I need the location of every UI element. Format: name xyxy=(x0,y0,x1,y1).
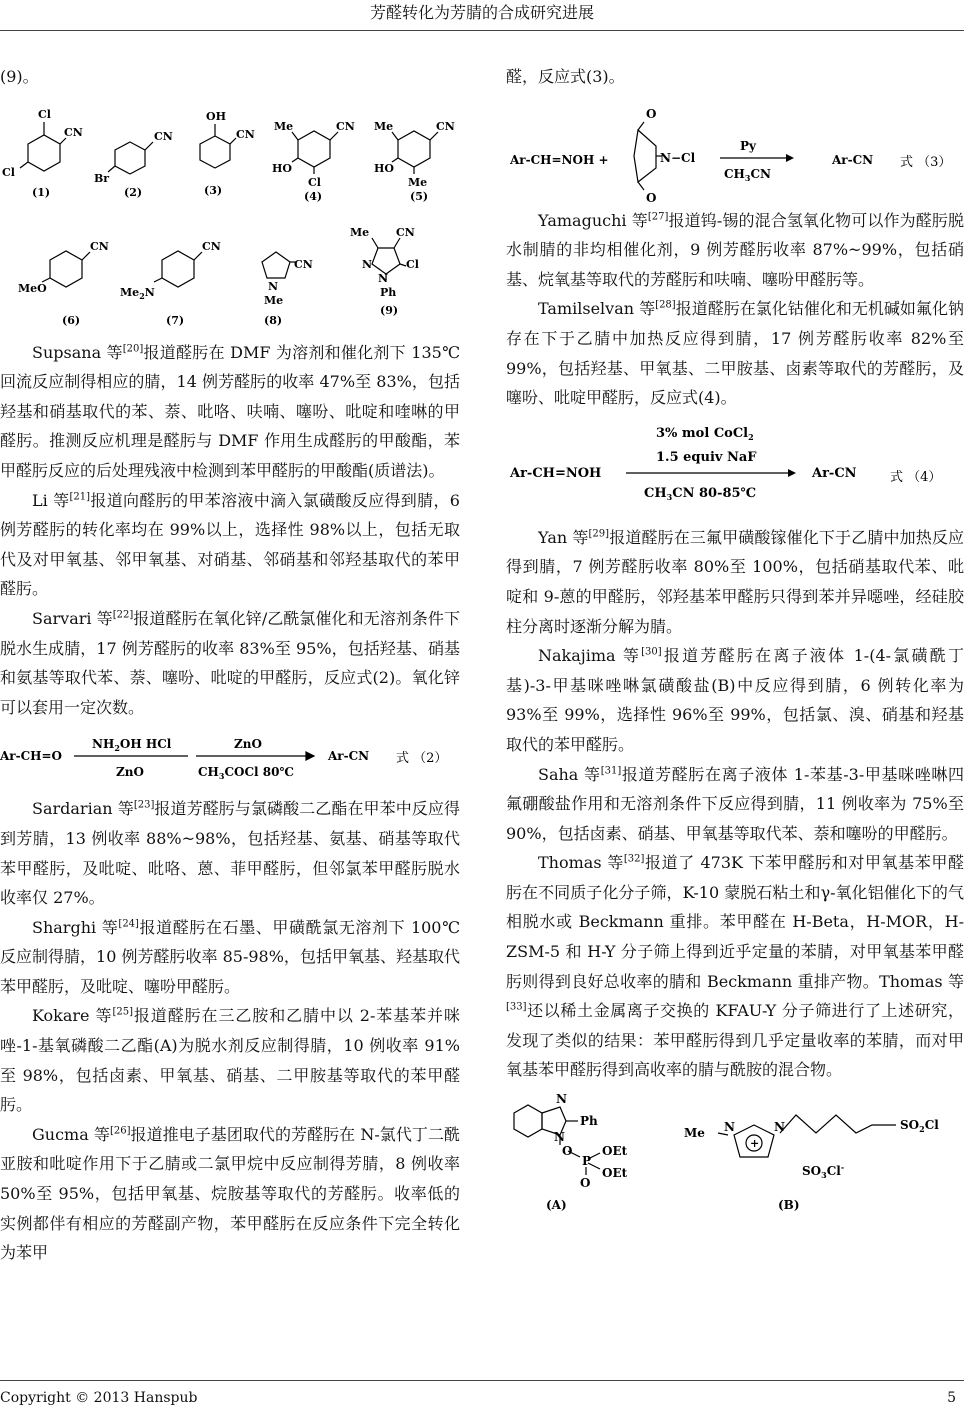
paragraph-thomas: Thomas 等[32]报道了 473K 下苯甲醛肟和对甲氧基苯甲醛肟在不同质子化分子筛，K-10 蒙脱石粘土和γ-氧化铝催化下的气相脱水或 Beckmann 重排。苯甲醛在 H-Beta，H-MOR，H-ZSM-5 和 H-Y 分子筛上得到近乎定量的苯腈，对甲氧基苯甲醛肟则得到良好总收率的腈和 Beckmann 重排产物。Thomas 等[33]还以稀土金属离子交换的 KFAU-Y 分子筛进行了上述研究，发现了类似的结果：苯甲醛肟得到几乎定量收率的苯腈，而对甲氧基苯甲醛肟得到高收率的腈与酰胺的混合物。 xyxy=(506,853,964,1080)
eq3-oxo-bottom: O xyxy=(646,190,657,205)
paragraph-saha: Saha 等[31]报道芳醛肟在离子液体 1-苯基-3-甲基咪唑啉四氟硼酸盐作用和无溶剂条件下反应得到腈，11 例收率为 75%至 90%，包括卤素、硝基、甲氧基等取代苯、萘和噻吩的甲醛肟。 xyxy=(506,764,964,843)
eq2-reagent-bot2: $CH_3COCl$ 80℃ xyxy=(198,765,294,782)
struct-a-ph: Ph xyxy=(580,1114,598,1129)
c4-sub-cl: Cl xyxy=(308,175,321,189)
paragraph-sardarian: Sardarian 等[23]报道芳醛肟与氯磷酸二乙酯在甲苯中反应得到芳腈，13 例收率 88%~98%，包括羟基、氨基、硝基等取代苯甲醛肟，及吡啶、吡咯、蒽、菲甲醛肟，但邻氯苯甲醛肟脱水收率仅 27%。 xyxy=(0,799,460,908)
c9-sub-n1: N xyxy=(362,257,373,271)
struct-a-label: (A) xyxy=(546,1198,567,1213)
equation-3 xyxy=(506,92,964,206)
eq3-oxo-top: O xyxy=(646,106,657,121)
c8-sub-n: N xyxy=(268,279,279,293)
eq3-reagent-top: Py xyxy=(740,138,756,153)
c8-sub-cn: CN xyxy=(294,257,313,271)
eq4-product: Ar-CN xyxy=(812,465,857,481)
struct-b-plus: + xyxy=(750,1137,760,1151)
eq2-reagent-top2: ZnO xyxy=(234,737,262,752)
paragraph-nakajima: Nakajima 等[30]报道芳醛肟在离子液体 1-(4-氯磺酰丁基)-3-甲基咪唑啉氯磺酸盐(B)中反应得到腈，6 例转化率为 93%至 99%，选择性 96%至 99%，包括氯、溴、硝基和羟基取代的苯甲醛肟。 xyxy=(506,646,964,754)
c3-label: (3) xyxy=(204,183,223,197)
c3-sub-cn: CN xyxy=(236,127,255,141)
running-header-title: 芳醛转化为芳腈的合成研究进展 xyxy=(369,3,594,22)
struct-b-n1: N xyxy=(724,1120,735,1135)
equation-4-svg xyxy=(506,413,964,523)
paragraph-yamaguchi: Yamaguchi 等[27]报道钨-锡的混合氢氧化物可以作为醛肟脱水制腈的非均相催化剂，9 例芳醛肟收率 87%~99%，包括硝基、烷氧基等取代的芳醛肟和呋喃、噻吩甲醛肟等。 xyxy=(506,210,964,289)
figure-structures-ab xyxy=(506,1085,964,1215)
c9-label: (9) xyxy=(380,303,399,317)
c8-sub-me: Me xyxy=(264,293,284,307)
figure-compounds-6-9 xyxy=(0,210,460,338)
c9-sub-n2: N xyxy=(378,271,389,285)
eq2-reagent-bot1: ZnO xyxy=(116,765,144,780)
eq3-ncl: N−Cl xyxy=(660,150,696,165)
right-column xyxy=(506,62,964,1215)
c9-sub-cl: Cl xyxy=(406,257,419,271)
paragraph-yan: Yan 等[29]报道醛肟在三氟甲磺酸镓催化下于乙腈中加热反应得到腈，7 例芳醛肟收率 80%至 100%，包括硝基取代苯、吡啶和 9-蒽的甲醛肟，邻羟基苯甲醛肟只得到苯并异噁唑，经硅胶柱分离时逐渐分解为腈。 xyxy=(506,527,964,636)
c6-label: (6) xyxy=(62,313,81,327)
c4-sub-cn: CN xyxy=(336,119,355,133)
right-continuation: 醛，反应式(3)。 xyxy=(506,67,625,86)
c6-sub-cn: CN xyxy=(90,239,109,253)
struct-a-p: P xyxy=(582,1154,592,1169)
c4-sub-me: Me xyxy=(274,119,294,133)
eq3-product: Ar-CN xyxy=(832,152,874,167)
c1-sub-cn: CN xyxy=(64,125,83,139)
eq4-reagent-top2: 1.5 equiv NaF xyxy=(656,449,757,465)
c9-sub-cn: CN xyxy=(396,225,415,239)
c9-sub-ph: Ph xyxy=(380,285,397,299)
c5-sub-me2: Me xyxy=(408,175,428,189)
eq2-product: Ar-CN xyxy=(328,749,370,764)
c5-sub-me: Me xyxy=(374,119,394,133)
paragraph-tamilselvan: Tamilselvan 等[28]报道醛肟在氯化钴催化和无机碱如氟化钠存在下于乙腈中加热反应得到腈，17 例芳醛肟收率 82%至 99%，包括羟基、甲氧基、二甲胺基、卤素等取代的芳醛肟，及噻吩、吡啶甲醛肟，反应式(4)。 xyxy=(506,299,964,408)
equation-2 xyxy=(0,722,460,794)
eq3-label: 式 （3） xyxy=(900,154,952,170)
compounds-1-5-svg xyxy=(0,92,460,210)
c7-sub-cn: CN xyxy=(202,239,221,253)
eq2-reagent-top1: $NH_2OH$ HCl xyxy=(92,737,172,754)
c8-label: (8) xyxy=(264,313,283,327)
structures-ab-svg xyxy=(506,1085,964,1215)
eq4-label: 式 （4） xyxy=(890,469,942,485)
header-rule xyxy=(0,30,964,31)
c2-sub-br: Br xyxy=(94,171,110,185)
paragraph-li: Li 等[21]报道向醛肟的甲苯溶液中滴入氯磺酸反应得到腈，6 例芳醛肟的转化率均在 99%以上，选择性 98%以上，包括无取代及对甲氧基、邻甲氧基、对硝基、邻硝基和邻羟基取代的苯甲醛肟。 xyxy=(0,490,460,599)
footer-copyright: Copyright © 2013 Hanspub xyxy=(0,1390,198,1406)
eq4-reactant: Ar-CH=NOH xyxy=(510,465,602,481)
c1-sub-cl2: Cl xyxy=(2,165,15,179)
c2-sub-cn: CN xyxy=(154,129,173,143)
c1-label: (1) xyxy=(32,185,51,199)
c2-label: (2) xyxy=(124,185,143,199)
eq2-reactant: Ar-CH=O xyxy=(0,749,63,764)
left-column xyxy=(0,62,460,1268)
c4-sub-ho: HO xyxy=(272,161,292,175)
struct-b-so3cl: $SO_3Cl^-$ xyxy=(802,1162,845,1181)
paragraph-sarvari: Sarvari 等[22]报道醛肟在氧化锌/乙酰氯催化和无溶剂条件下脱水生成腈，17 例芳醛肟的收率 83%至 95%，包括羟基、硝基和氨基等取代苯、萘、噻吩、吡啶的甲醛肟，反应式(2)。氧化锌可以套用一定次数。 xyxy=(0,608,460,717)
struct-b-label: (B) xyxy=(778,1198,800,1213)
paragraph-kokare: Kokare 等[25]报道醛肟在三乙胺和乙腈中以 2-苯基苯并咪唑-1-基氧磷酸二乙酯(A)为脱水剂反应制得腈，10 例收率 91%至 98%，包括卤素、甲氧基、硝基、二甲胺基等取代的苯甲醛肟。 xyxy=(0,1006,460,1115)
eq3-reactant: Ar-CH=NOH + xyxy=(510,152,609,167)
eq4-reagent-top1: 3% mol CoCl$_2$ xyxy=(656,425,754,442)
figure-compounds-1-5 xyxy=(0,92,460,210)
struct-b-so2cl: $SO_2Cl$ xyxy=(900,1118,939,1135)
struct-a-o1: O xyxy=(562,1144,573,1159)
struct-a-n2: N xyxy=(554,1130,565,1145)
paragraph-supsana: Supsana 等[20]报道醛肟在 DMF 为溶剂和催化剂下 135℃回流反应制得相应的腈，14 例芳醛肟的收率 47%至 83%，包括羟基和硝基取代的苯、萘、吡咯、呋喃、噻吩、吡啶和喹啉的甲醛肟。推测反应机理是醛肟与 DMF 作用生成醛肟的甲酸酯，苯甲醛肟反应的后处理残液中检测到苯甲醛肟的甲酸酯(质谱法)。 xyxy=(0,342,460,480)
eq2-label: 式 （2） xyxy=(396,751,448,767)
eq4-reagent-bottom: $CH_3CN$ 80-85℃ xyxy=(644,485,757,502)
struct-b-n2: N xyxy=(774,1120,785,1135)
left-continuation: (9)。 xyxy=(0,67,39,86)
equation-2-svg xyxy=(0,722,460,794)
running-header xyxy=(0,0,964,26)
equation-4 xyxy=(506,413,964,523)
equation-3-svg xyxy=(506,92,964,206)
c7-sub-me2n: $Me_2N$ xyxy=(120,285,155,301)
paragraph-gucma: Gucma 等[26]报道推电子基团取代的芳醛肟在 N-氯代丁二酰亚胺和吡啶作用下于乙腈或二氯甲烷中反应制得芳腈，8 例收率 50%至 95%，包括甲氧基、烷胺基等取代的芳醛肟。收率低的实例都伴有相应的芳醛副产物，苯甲醛肟在反应条件下完全转化为苯甲 xyxy=(0,1124,460,1263)
struct-a-oet1: OEt xyxy=(602,1144,628,1159)
struct-a-n1: N xyxy=(556,1092,567,1107)
c3-sub-oh: OH xyxy=(206,109,226,123)
paragraph-sharghi: Sharghi 等[24]报道醛肟在石墨、甲磺酰氯无溶剂下 100℃反应制得腈，10 例芳醛肟收率 85-98%，包括甲氧基、羟基取代苯甲醛肟，及吡啶、噻吩甲醛肟。 xyxy=(0,917,460,996)
c5-label: (5) xyxy=(410,189,429,203)
c4-label: (4) xyxy=(304,189,323,203)
c5-sub-ho: HO xyxy=(374,161,394,175)
c9-sub-me: Me xyxy=(350,225,370,239)
c5-sub-cn: CN xyxy=(436,119,455,133)
compounds-6-9-svg xyxy=(0,210,460,338)
c7-label: (7) xyxy=(166,313,185,327)
c6-sub-meo: MeO xyxy=(18,281,47,295)
struct-a-o2: O xyxy=(580,1176,591,1191)
footer-rule xyxy=(0,1380,964,1381)
struct-a-oet2: OEt xyxy=(602,1166,628,1181)
c1-sub-cl: Cl xyxy=(38,107,51,121)
eq3-reagent-bottom: $CH_3CN$ xyxy=(724,166,771,183)
page-footer xyxy=(0,1380,964,1414)
struct-b-me: Me xyxy=(684,1126,705,1141)
page-number: 5 xyxy=(947,1390,956,1406)
